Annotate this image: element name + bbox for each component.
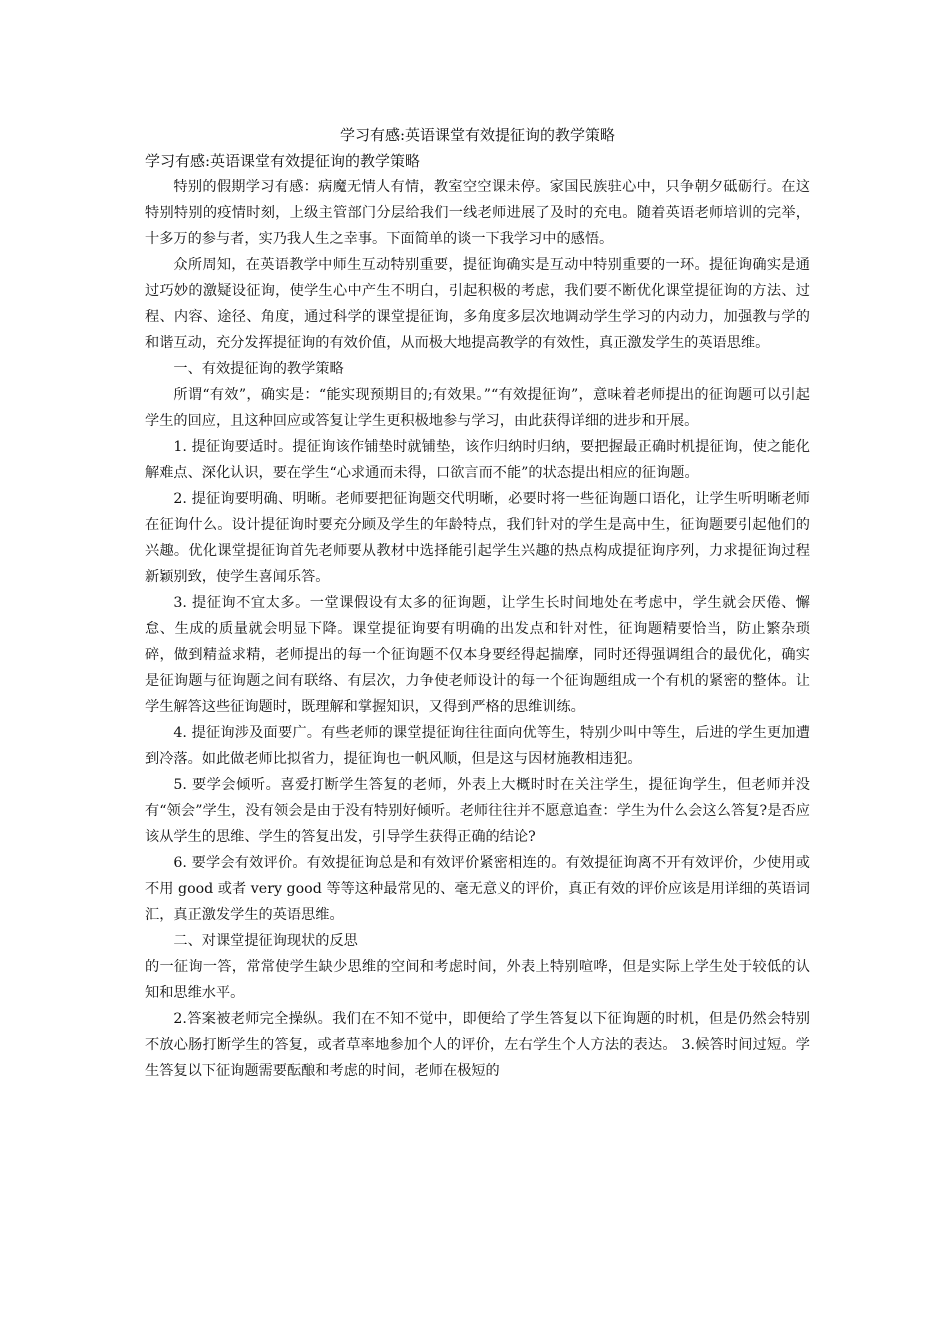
paragraph-point-3: 3. 提征询不宜太多。一堂课假设有太多的征询题，让学生长时间地处在考虑中，学生就会厌倦、懈怠、生成的质量就会明显下降。课堂提征询要有明确的出发点和针对性，征询题精要恰当，防止繁杂琐碎，做到精益求精，老师提出的每一个征询题不仅本身要经得起揣摩，同时还得强调组合的最优化，确实是征询题与征询题之间有联络、有层次，力争使老师设计的每一个征询题组成一个有机的紧密的整体。让学生解答这些征询题时，既理解和掌握知识，又得到严格的思维训练。 [145,595,810,715]
paragraph-point-6: 6. 要学会有效评价。有效提征询总是和有效评价紧密相连的。有效提征询离不开有效评价，少使用或不用 good 或者 very good 等等这种最常见的、毫无意义的评价，真正有效的评价应该是用详细的英语词汇，真正激发学生的英语思维。 [145,855,810,923]
paragraph-reflection-1: 的一征询一答，常常使学生缺少思维的空间和考虑时间，外表上特别喧哗，但是实际上学生处于较低的认知和思维水平。 [145,959,810,1001]
section-heading-1: 一、有效提征询的教学策略 [173,361,344,377]
section-heading-2: 二、对课堂提征询现状的反思 [173,933,358,949]
document-page [145,122,810,1084]
paragraph-point-2: 2. 提征询要明确、明晰。老师要把征询题交代明晰，必要时将一些征询题口语化，让学生听明晰老师在征询什么。设计提征询时要充分顾及学生的年龄特点，我们针对的学生是高中生，征询题要引起他们的兴趣。优化课堂提征询首先老师要从教材中选择能引起学生兴趣的热点构成提征询序列，力求提征询过程新颖别致，使学生喜闻乐答。 [145,491,810,585]
paragraph-intro: 特别的假期学习有感：病魔无情人有情，教室空空课未停。家国民族驻心中，只争朝夕砥砺行。在这特别特别的疫情时刻，上级主管部门分层给我们一线老师进展了及时的充电。随着英语老师培训的完举，十多万的参与者，实乃我人生之幸事。下面简单的谈一下我学习中的感悟。 [145,179,810,247]
paragraph-reflection-2: 2.答案被老师完全操纵。我们在不知不觉中，即便给了学生答复以下征询题的时机，但是仍然会特别不放心肠打断学生的答复，或者草率地参加个人的评价，左右学生个人方法的表达。 3.候答时间过短。学生答复以下征询题需要酝酿和考虑的时间，老师在极短的 [145,1011,810,1079]
paragraph-point-1: 1. 提征询要适时。提征询该作铺垫时就铺垫，该作归纳时归纳，要把握最正确时机提征询，使之能化解难点、深化认识，要在学生“心求通而未得，口欲言而不能”的状态提出相应的征询题。 [145,439,810,481]
document-title: 学习有感:英语课堂有效提征询的教学策略 [339,126,616,144]
paragraph-point-5: 5. 要学会倾听。喜爱打断学生答复的老师，外表上大概时时在关注学生，提征询学生，但老师并没有“领会”学生，没有领会是由于没有特别好倾听。老师往往并不愿意追查：学生为什么会这么答复?是否应该从学生的思维、学生的答复出发，引导学生获得正确的结论? [145,777,810,845]
paragraph-background: 众所周知，在英语教学中师生互动特别重要，提征询确实是互动中特别重要的一环。提征询确实是通过巧妙的激疑设征询，使学生心中产生不明白，引起积极的考虑，我们要不断优化课堂提征询的方法、过程、内容、途径、角度，通过科学的课堂提征询，多角度多层次地调动学生学习的内动力，加强教与学的和谐互动，充分发挥提征询的有效价值，从而极大地提高教学的有效性，真正激发学生的英语思维。 [145,257,810,351]
paragraph-definition: 所谓“有效”，确实是：“能实现预期目的;有效果。”“有效提征询”，意味着老师提出的征询题可以引起学生的回应，且这种回应或答复让学生更积极地参与学习，由此获得详细的进步和开展。 [145,387,810,429]
document-subtitle: 学习有感:英语课堂有效提征询的教学策略 [145,152,421,170]
paragraph-point-4: 4. 提征询涉及面要广。有些老师的课堂提征询往往面向优等生，特别少叫中等生，后进的学生更加遭到冷落。如此做老师比拟省力，提征询也一帆风顺，但是这与因材施教相违犯。 [145,725,810,767]
